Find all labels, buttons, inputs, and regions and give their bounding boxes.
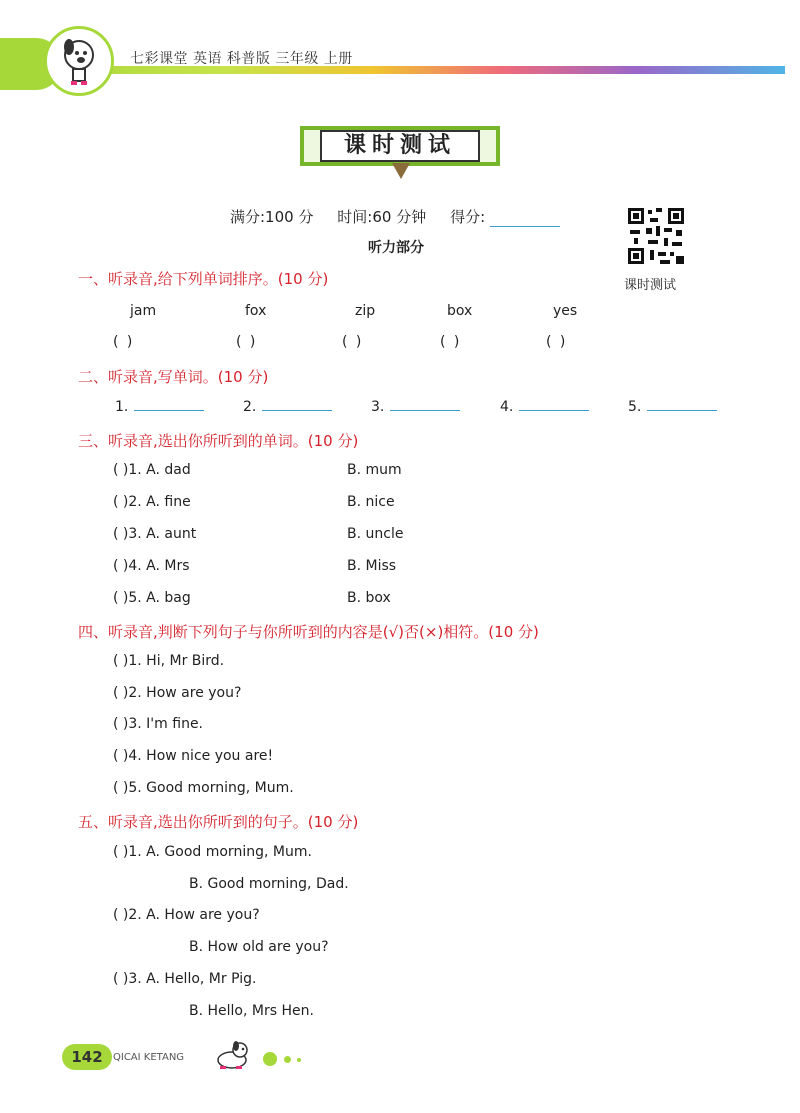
- choice-b: B. Miss: [347, 558, 397, 574]
- pencil-icon: [392, 163, 410, 179]
- sentence-choice-b: B. How old are you?: [189, 939, 329, 955]
- test-title-box: [300, 126, 500, 166]
- qr-code-icon[interactable]: [626, 206, 686, 266]
- answer-paren[interactable]: ( ): [113, 334, 135, 350]
- answer-blank[interactable]: [647, 398, 717, 411]
- answer-paren[interactable]: ( ): [236, 334, 258, 350]
- write-item: [243, 398, 332, 415]
- dog-mascot-icon: [47, 29, 111, 93]
- word-item: fox: [245, 303, 267, 319]
- choice-b: B. mum: [347, 462, 402, 478]
- write-item: [628, 398, 717, 415]
- judge-row: ( )3. I'm fine.: [113, 716, 204, 732]
- item-number: 3.: [371, 399, 385, 415]
- item-number: 4.: [500, 399, 514, 415]
- write-item: [500, 398, 589, 415]
- choice-a: ( )5. A. bag: [113, 590, 191, 606]
- score-label: 得分:: [450, 208, 486, 226]
- answer-blank[interactable]: [262, 398, 332, 411]
- section-part-title: 听力部分: [368, 240, 424, 256]
- score-line: [230, 206, 560, 227]
- sentence-choice-a: ( )1. A. Good morning, Mum.: [113, 844, 312, 860]
- choice-row: [113, 558, 190, 574]
- choice-a: ( )2. A. fine: [113, 494, 191, 510]
- write-item: [371, 398, 460, 415]
- choice-a: ( )1. A. dad: [113, 462, 191, 478]
- sentence-choice-a: ( )3. A. Hello, Mr Pig.: [113, 971, 257, 987]
- answer-blank[interactable]: [519, 398, 589, 411]
- sentence-choice-a: ( )2. A. How are you?: [113, 907, 260, 923]
- choice-a: ( )4. A. Mrs: [113, 558, 190, 574]
- footer-brand: QICAI KETANG: [113, 1052, 185, 1063]
- answer-blank[interactable]: [390, 398, 460, 411]
- judge-row: ( )4. How nice you are!: [113, 748, 274, 764]
- full-score: 满分:100 分: [230, 208, 314, 226]
- qr-caption: 课时测试: [624, 278, 677, 293]
- choice-row: [113, 494, 191, 510]
- choice-b: B. box: [347, 590, 391, 606]
- choice-a: ( )3. A. aunt: [113, 526, 197, 542]
- item-number: 2.: [243, 399, 257, 415]
- choice-row: [113, 590, 191, 606]
- time-limit: 时间:60 分钟: [337, 208, 427, 226]
- test-title: 课时测试: [320, 130, 480, 162]
- section-5-title: 五、听录音,选出你所听到的句子。(10 分): [78, 813, 359, 831]
- judge-row: ( )2. How are you?: [113, 685, 242, 701]
- decor-dot: [284, 1056, 291, 1063]
- word-item: zip: [355, 303, 376, 319]
- sentence-choice-b: B. Good morning, Dad.: [189, 876, 349, 892]
- section-4-title: 四、听录音,判断下列句子与你所听到的内容是(√)否(×)相符。(10 分): [78, 623, 539, 641]
- answer-paren[interactable]: ( ): [546, 334, 568, 350]
- judge-row: ( )1. Hi, Mr Bird.: [113, 653, 225, 669]
- answer-paren[interactable]: ( ): [440, 334, 462, 350]
- word-item: yes: [553, 303, 578, 319]
- judge-row: ( )5. Good morning, Mum.: [113, 780, 294, 796]
- decor-dot: [297, 1058, 301, 1062]
- choice-b: B. nice: [347, 494, 395, 510]
- word-item: box: [447, 303, 473, 319]
- score-blank[interactable]: [490, 212, 560, 227]
- decor-dot: [263, 1052, 277, 1066]
- section-1-title: 一、听录音,给下列单词排序。(10 分): [78, 270, 329, 288]
- choice-row: [113, 462, 191, 478]
- answer-paren[interactable]: ( ): [342, 334, 364, 350]
- word-item: jam: [130, 303, 157, 319]
- choice-b: B. uncle: [347, 526, 404, 542]
- item-number: 1.: [115, 399, 129, 415]
- sentence-choice-b: B. Hello, Mrs Hen.: [189, 1003, 314, 1019]
- item-number: 5.: [628, 399, 642, 415]
- section-2-title: 二、听录音,写单词。(10 分): [78, 368, 269, 386]
- dog-footer-icon: [210, 1040, 254, 1070]
- page-number: 142: [62, 1044, 112, 1070]
- header-title: 七彩课堂 英语 科普版 三年级 上册: [130, 51, 353, 67]
- write-item: [115, 398, 204, 415]
- mascot-logo: [44, 26, 114, 96]
- choice-row: [113, 526, 196, 542]
- section-3-title: 三、听录音,选出你所听到的单词。(10 分): [78, 432, 359, 450]
- answer-blank[interactable]: [134, 398, 204, 411]
